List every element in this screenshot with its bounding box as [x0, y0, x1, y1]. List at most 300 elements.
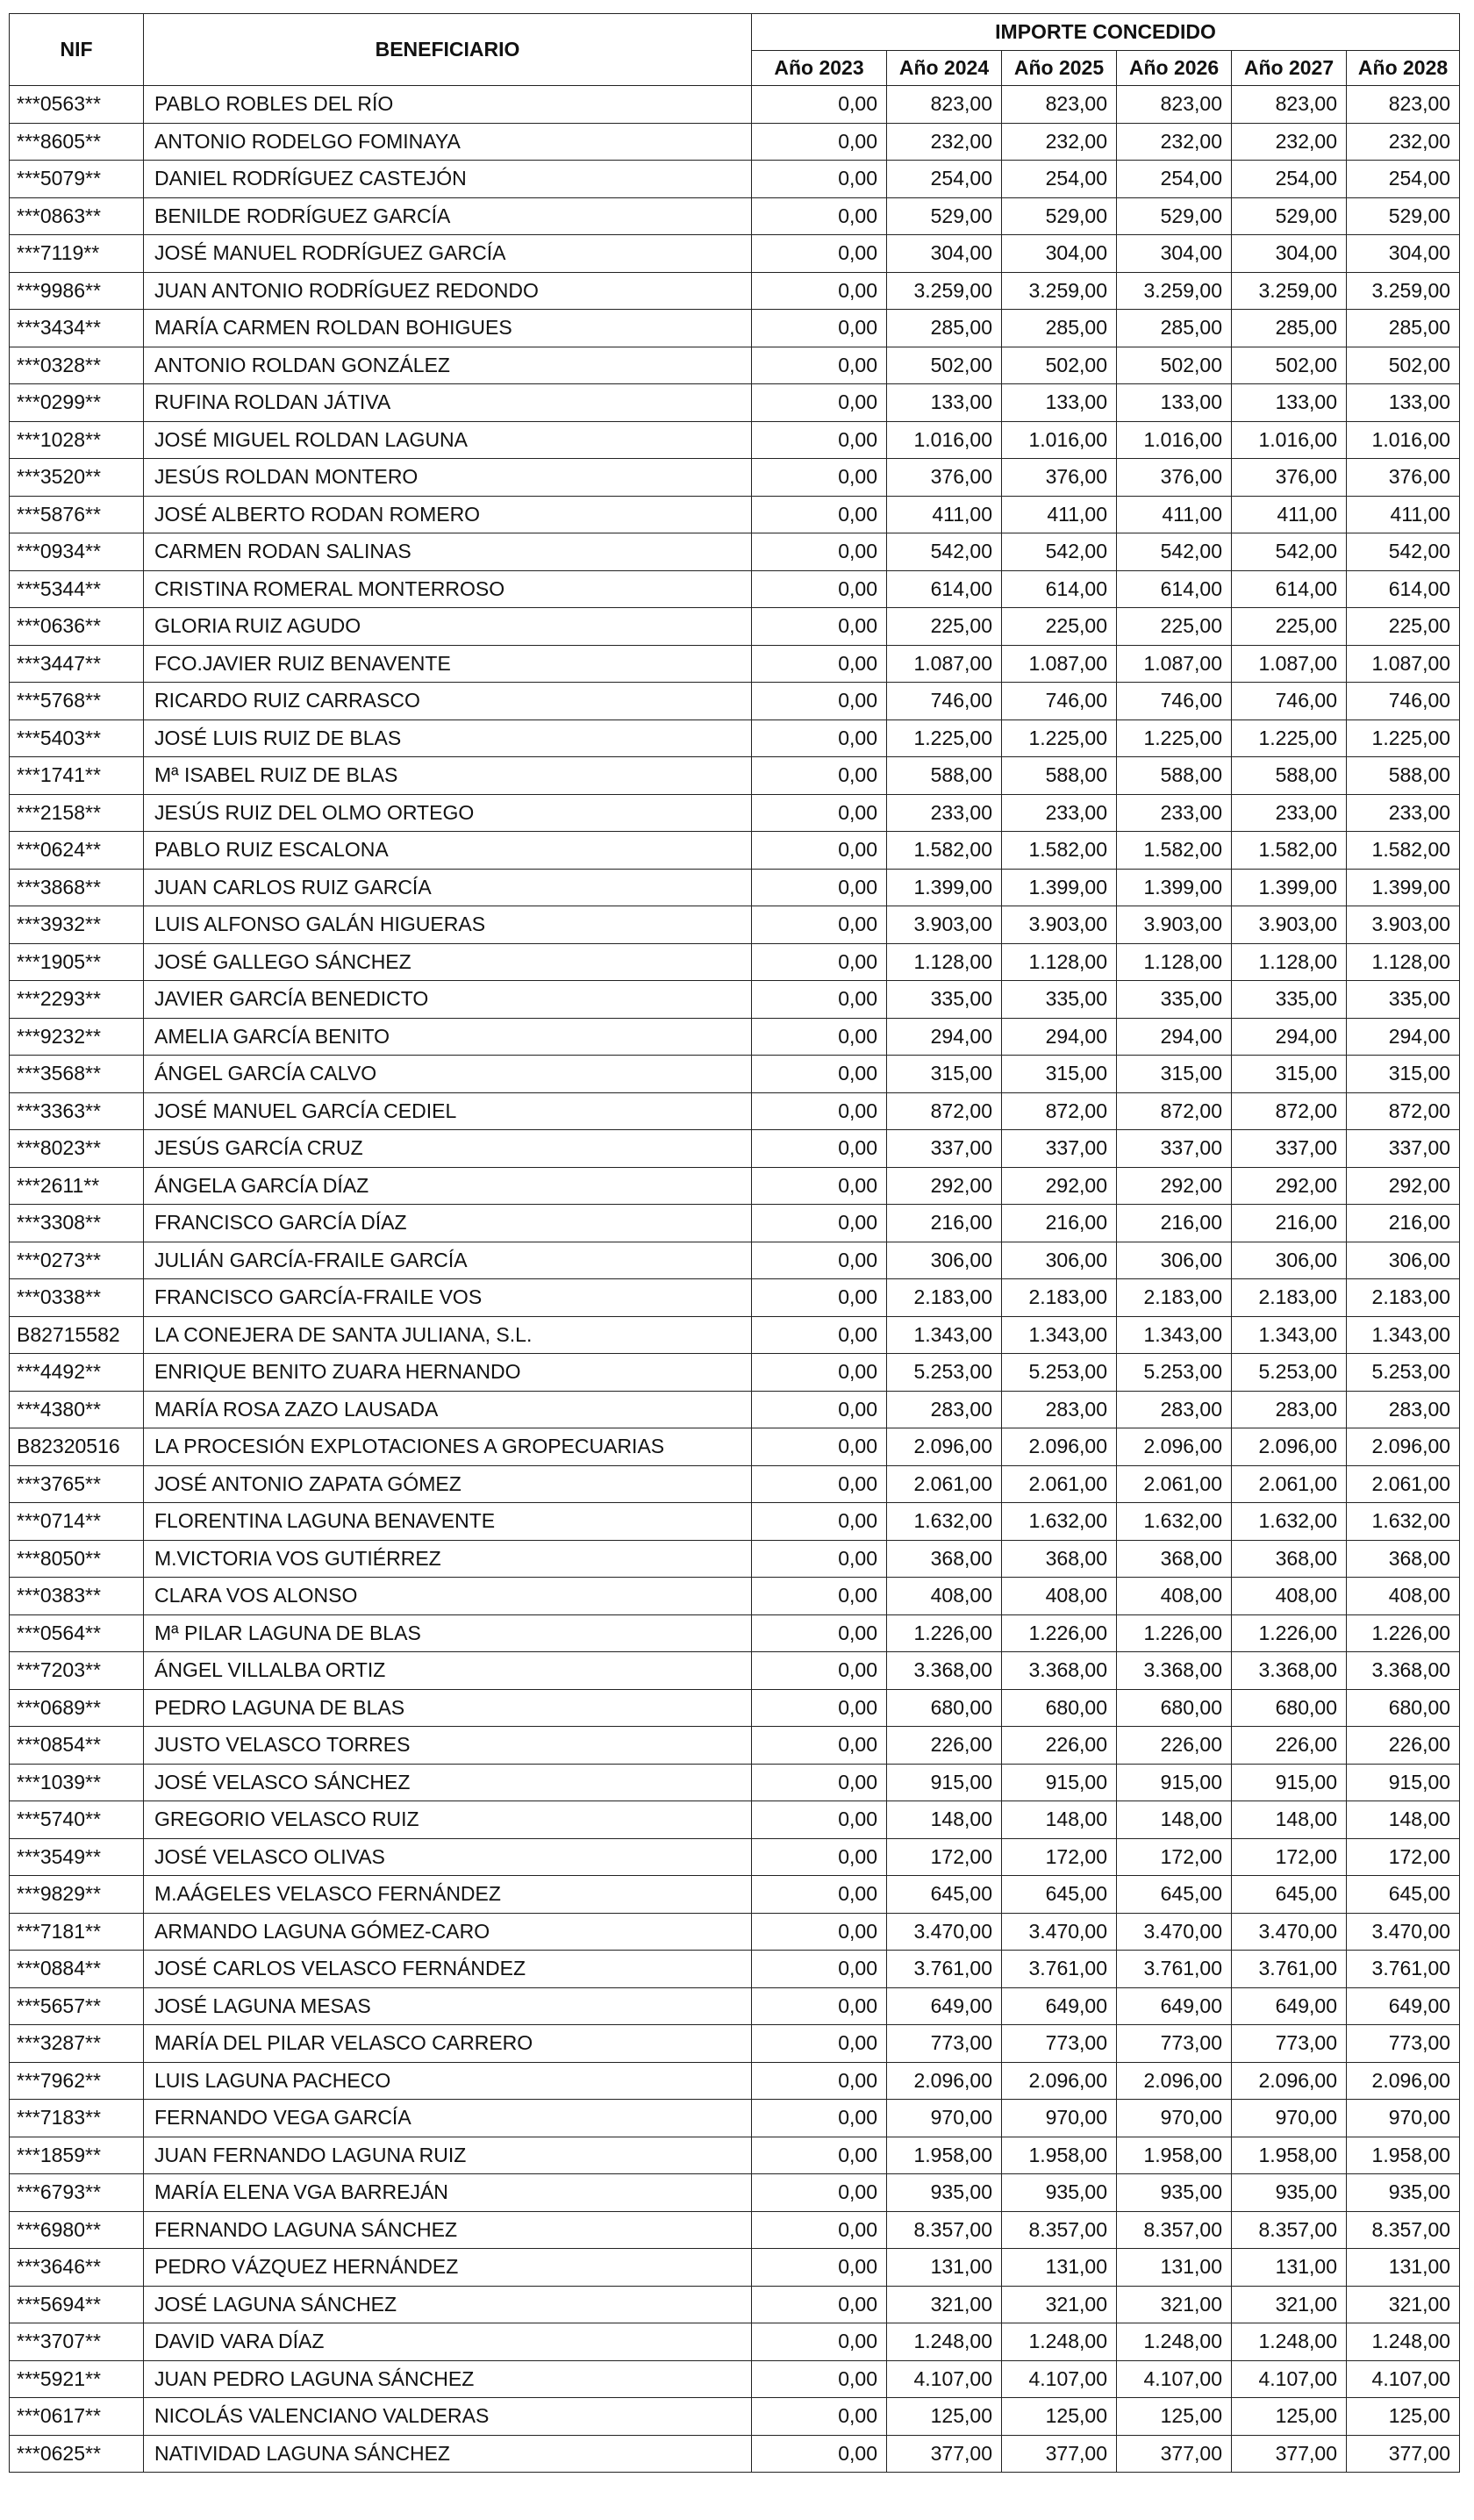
amount-2027-cell: 542,00: [1232, 533, 1347, 571]
beneficiary-cell: JUAN FERNANDO LAGUNA RUIZ: [144, 2137, 752, 2174]
amount-2027-cell: 915,00: [1232, 1764, 1347, 1801]
amount-2027-cell: 8.357,00: [1232, 2211, 1347, 2249]
amount-2024-cell: 5.253,00: [887, 1354, 1002, 1392]
amount-2024-cell: 225,00: [887, 608, 1002, 646]
nif-cell: ***5876**: [10, 496, 144, 533]
amount-2023-cell: 0,00: [752, 384, 887, 422]
amount-2023-cell: 0,00: [752, 608, 887, 646]
amount-2023-cell: 0,00: [752, 310, 887, 347]
amount-2028-cell: 872,00: [1347, 1092, 1460, 1130]
beneficiary-cell: JOSÉ CARLOS VELASCO FERNÁNDEZ: [144, 1951, 752, 1988]
amount-2028-cell: 294,00: [1347, 1018, 1460, 1056]
table-row: [10, 719, 1460, 757]
amount-2025-cell: 935,00: [1002, 2174, 1117, 2212]
amount-2028-cell: 1.582,00: [1347, 832, 1460, 870]
amount-2024-cell: 588,00: [887, 757, 1002, 795]
amount-2027-cell: 3.259,00: [1232, 272, 1347, 310]
nif-cell: ***0624**: [10, 832, 144, 870]
amount-2028-cell: 321,00: [1347, 2286, 1460, 2323]
nif-cell: ***4380**: [10, 1391, 144, 1428]
amount-2027-cell: 411,00: [1232, 496, 1347, 533]
amount-2024-cell: 1.225,00: [887, 719, 1002, 757]
amount-2025-cell: 1.248,00: [1002, 2323, 1117, 2361]
table-row: [10, 1205, 1460, 1242]
amount-2023-cell: 0,00: [752, 2100, 887, 2137]
amount-2027-cell: 292,00: [1232, 1167, 1347, 1205]
amount-2024-cell: 2.096,00: [887, 2062, 1002, 2100]
nif-cell: ***8605**: [10, 123, 144, 161]
amount-2025-cell: 368,00: [1002, 1540, 1117, 1578]
header-year-2023: Año 2023: [752, 51, 887, 86]
amount-2026-cell: 216,00: [1117, 1205, 1232, 1242]
amount-2023-cell: 0,00: [752, 123, 887, 161]
amount-2024-cell: 3.470,00: [887, 1913, 1002, 1951]
amount-2026-cell: 2.096,00: [1117, 2062, 1232, 2100]
amount-2025-cell: 823,00: [1002, 86, 1117, 124]
beneficiary-cell: JESÚS ROLDAN MONTERO: [144, 459, 752, 497]
amount-2024-cell: 680,00: [887, 1689, 1002, 1727]
amount-2025-cell: 2.096,00: [1002, 1428, 1117, 1466]
header-year-2026: Año 2026: [1117, 51, 1232, 86]
amount-2028-cell: 283,00: [1347, 1391, 1460, 1428]
amount-2024-cell: 408,00: [887, 1578, 1002, 1615]
table-row: [10, 1130, 1460, 1168]
table-row: [10, 1279, 1460, 1317]
amount-2024-cell: 368,00: [887, 1540, 1002, 1578]
amount-2028-cell: 315,00: [1347, 1056, 1460, 1093]
amount-2028-cell: 225,00: [1347, 608, 1460, 646]
amount-2027-cell: 3.368,00: [1232, 1652, 1347, 1690]
table-row: [10, 1689, 1460, 1727]
table-row: [10, 2211, 1460, 2249]
header-year-2025: Año 2025: [1002, 51, 1117, 86]
nif-cell: ***3363**: [10, 1092, 144, 1130]
amount-2024-cell: 377,00: [887, 2435, 1002, 2473]
amount-2027-cell: 233,00: [1232, 794, 1347, 832]
amount-2023-cell: 0,00: [752, 197, 887, 235]
amount-2023-cell: 0,00: [752, 1540, 887, 1578]
amount-2026-cell: 1.128,00: [1117, 943, 1232, 981]
beneficiary-cell: JUAN PEDRO LAGUNA SÁNCHEZ: [144, 2360, 752, 2398]
amount-2024-cell: 1.016,00: [887, 421, 1002, 459]
nif-cell: ***0299**: [10, 384, 144, 422]
amount-2028-cell: 148,00: [1347, 1801, 1460, 1839]
amount-2023-cell: 0,00: [752, 1428, 887, 1466]
amount-2024-cell: 254,00: [887, 161, 1002, 198]
table-row: [10, 1913, 1460, 1951]
table-row: [10, 533, 1460, 571]
beneficiary-cell: PEDRO LAGUNA DE BLAS: [144, 1689, 752, 1727]
amount-2025-cell: 306,00: [1002, 1242, 1117, 1279]
amount-2026-cell: 148,00: [1117, 1801, 1232, 1839]
table-row: [10, 1316, 1460, 1354]
table-row: [10, 123, 1460, 161]
table-row: [10, 683, 1460, 720]
table-row: [10, 1465, 1460, 1503]
nif-cell: ***3549**: [10, 1838, 144, 1876]
amount-2026-cell: 337,00: [1117, 1130, 1232, 1168]
amount-2026-cell: 172,00: [1117, 1838, 1232, 1876]
nif-cell: ***1039**: [10, 1764, 144, 1801]
amount-2023-cell: 0,00: [752, 1951, 887, 1988]
amount-2027-cell: 5.253,00: [1232, 1354, 1347, 1392]
amount-2026-cell: 773,00: [1117, 2025, 1232, 2063]
amount-2028-cell: 915,00: [1347, 1764, 1460, 1801]
amount-2026-cell: 970,00: [1117, 2100, 1232, 2137]
amount-2024-cell: 2.183,00: [887, 1279, 1002, 1317]
amount-2027-cell: 148,00: [1232, 1801, 1347, 1839]
amount-2027-cell: 133,00: [1232, 384, 1347, 422]
amount-2028-cell: 645,00: [1347, 1876, 1460, 1914]
amount-2028-cell: 3.368,00: [1347, 1652, 1460, 1690]
table-row: [10, 459, 1460, 497]
amount-2028-cell: 233,00: [1347, 794, 1460, 832]
amount-2023-cell: 0,00: [752, 943, 887, 981]
amount-2028-cell: 773,00: [1347, 2025, 1460, 2063]
amount-2024-cell: 216,00: [887, 1205, 1002, 1242]
table-row: [10, 570, 1460, 608]
amount-2025-cell: 1.632,00: [1002, 1503, 1117, 1541]
amount-2023-cell: 0,00: [752, 1652, 887, 1690]
amount-2026-cell: 1.248,00: [1117, 2323, 1232, 2361]
table-row: [10, 1540, 1460, 1578]
amount-2028-cell: 226,00: [1347, 1727, 1460, 1765]
beneficiary-cell: CLARA VOS ALONSO: [144, 1578, 752, 1615]
beneficiary-cell: GREGORIO VELASCO RUIZ: [144, 1801, 752, 1839]
amount-2025-cell: 529,00: [1002, 197, 1117, 235]
amount-2025-cell: 5.253,00: [1002, 1354, 1117, 1392]
amount-2026-cell: 3.368,00: [1117, 1652, 1232, 1690]
amount-2025-cell: 315,00: [1002, 1056, 1117, 1093]
nif-cell: ***6980**: [10, 2211, 144, 2249]
amount-2028-cell: 542,00: [1347, 533, 1460, 571]
amount-2024-cell: 2.096,00: [887, 1428, 1002, 1466]
amount-2027-cell: 970,00: [1232, 2100, 1347, 2137]
amount-2027-cell: 872,00: [1232, 1092, 1347, 1130]
amount-2028-cell: 1.958,00: [1347, 2137, 1460, 2174]
amount-2024-cell: 529,00: [887, 197, 1002, 235]
nif-cell: B82320516: [10, 1428, 144, 1466]
amount-2025-cell: 3.259,00: [1002, 272, 1117, 310]
amount-2026-cell: 3.470,00: [1117, 1913, 1232, 1951]
amount-2026-cell: 649,00: [1117, 1987, 1232, 2025]
amount-2028-cell: 2.096,00: [1347, 2062, 1460, 2100]
beneficiary-cell: JOSÉ ALBERTO RODAN ROMERO: [144, 496, 752, 533]
table-row: [10, 272, 1460, 310]
amount-2023-cell: 0,00: [752, 869, 887, 906]
amount-2027-cell: 3.470,00: [1232, 1913, 1347, 1951]
amount-2027-cell: 649,00: [1232, 1987, 1347, 2025]
amount-2023-cell: 0,00: [752, 2025, 887, 2063]
amount-2025-cell: 285,00: [1002, 310, 1117, 347]
amount-2023-cell: 0,00: [752, 272, 887, 310]
amount-2026-cell: 915,00: [1117, 1764, 1232, 1801]
beneficiary-cell: Mª PILAR LAGUNA DE BLAS: [144, 1614, 752, 1652]
beneficiary-cell: JAVIER GARCÍA BENEDICTO: [144, 981, 752, 1019]
table-row: [10, 757, 1460, 795]
amount-2027-cell: 588,00: [1232, 757, 1347, 795]
table-row: [10, 2323, 1460, 2361]
beneficiary-cell: JULIÁN GARCÍA-FRAILE GARCÍA: [144, 1242, 752, 1279]
beneficiary-cell: JUAN CARLOS RUIZ GARCÍA: [144, 869, 752, 906]
nif-cell: ***2611**: [10, 1167, 144, 1205]
amount-2028-cell: 368,00: [1347, 1540, 1460, 1578]
nif-cell: ***0714**: [10, 1503, 144, 1541]
amount-2024-cell: 1.248,00: [887, 2323, 1002, 2361]
beneficiary-cell: LA CONEJERA DE SANTA JULIANA, S.L.: [144, 1316, 752, 1354]
amount-2027-cell: 2.096,00: [1232, 1428, 1347, 1466]
amount-2024-cell: 1.958,00: [887, 2137, 1002, 2174]
amount-2026-cell: 1.225,00: [1117, 719, 1232, 757]
amount-2026-cell: 8.357,00: [1117, 2211, 1232, 2249]
beneficiary-cell: FERNANDO LAGUNA SÁNCHEZ: [144, 2211, 752, 2249]
amount-2028-cell: 3.903,00: [1347, 906, 1460, 944]
amount-2027-cell: 1.248,00: [1232, 2323, 1347, 2361]
beneficiary-cell: JUAN ANTONIO RODRÍGUEZ REDONDO: [144, 272, 752, 310]
amount-2026-cell: 1.087,00: [1117, 645, 1232, 683]
amount-2025-cell: 649,00: [1002, 1987, 1117, 2025]
amount-2026-cell: 292,00: [1117, 1167, 1232, 1205]
table-row: [10, 1578, 1460, 1615]
beneficiary-cell: ÁNGELA GARCÍA DÍAZ: [144, 1167, 752, 1205]
amount-2028-cell: 172,00: [1347, 1838, 1460, 1876]
amount-2028-cell: 285,00: [1347, 310, 1460, 347]
nif-cell: ***5694**: [10, 2286, 144, 2323]
amount-2027-cell: 746,00: [1232, 683, 1347, 720]
amount-2028-cell: 216,00: [1347, 1205, 1460, 1242]
amount-2024-cell: 872,00: [887, 1092, 1002, 1130]
grants-table: [9, 13, 1460, 2473]
amount-2025-cell: 226,00: [1002, 1727, 1117, 1765]
amount-2023-cell: 0,00: [752, 1354, 887, 1392]
amount-2025-cell: 321,00: [1002, 2286, 1117, 2323]
amount-2025-cell: 283,00: [1002, 1391, 1117, 1428]
amount-2027-cell: 337,00: [1232, 1130, 1347, 1168]
amount-2024-cell: 4.107,00: [887, 2360, 1002, 2398]
amount-2027-cell: 226,00: [1232, 1727, 1347, 1765]
nif-cell: ***0636**: [10, 608, 144, 646]
amount-2027-cell: 3.761,00: [1232, 1951, 1347, 1988]
amount-2024-cell: 3.259,00: [887, 272, 1002, 310]
amount-2023-cell: 0,00: [752, 1465, 887, 1503]
amount-2023-cell: 0,00: [752, 1913, 887, 1951]
amount-2023-cell: 0,00: [752, 1316, 887, 1354]
table-row: [10, 1354, 1460, 1392]
table-row: [10, 1428, 1460, 1466]
table-row: [10, 1801, 1460, 1839]
amount-2023-cell: 0,00: [752, 1391, 887, 1428]
amount-2025-cell: 773,00: [1002, 2025, 1117, 2063]
amount-2024-cell: 131,00: [887, 2249, 1002, 2287]
nif-cell: ***3932**: [10, 906, 144, 944]
amount-2023-cell: 0,00: [752, 86, 887, 124]
amount-2028-cell: 8.357,00: [1347, 2211, 1460, 2249]
amount-2024-cell: 411,00: [887, 496, 1002, 533]
amount-2024-cell: 232,00: [887, 123, 1002, 161]
amount-2024-cell: 3.368,00: [887, 1652, 1002, 1690]
amount-2027-cell: 935,00: [1232, 2174, 1347, 2212]
amount-2028-cell: 529,00: [1347, 197, 1460, 235]
amount-2026-cell: 411,00: [1117, 496, 1232, 533]
amount-2024-cell: 315,00: [887, 1056, 1002, 1093]
nif-cell: ***0884**: [10, 1951, 144, 1988]
amount-2027-cell: 408,00: [1232, 1578, 1347, 1615]
amount-2025-cell: 225,00: [1002, 608, 1117, 646]
amount-2027-cell: 680,00: [1232, 1689, 1347, 1727]
amount-2027-cell: 1.582,00: [1232, 832, 1347, 870]
nif-cell: ***8050**: [10, 1540, 144, 1578]
amount-2023-cell: 0,00: [752, 161, 887, 198]
beneficiary-cell: MARÍA DEL PILAR VELASCO CARRERO: [144, 2025, 752, 2063]
amount-2023-cell: 0,00: [752, 235, 887, 273]
amount-2023-cell: 0,00: [752, 1838, 887, 1876]
amount-2027-cell: 225,00: [1232, 608, 1347, 646]
amount-2024-cell: 1.399,00: [887, 869, 1002, 906]
amount-2028-cell: 408,00: [1347, 1578, 1460, 1615]
beneficiary-cell: JOSÉ MANUEL RODRÍGUEZ GARCÍA: [144, 235, 752, 273]
amount-2026-cell: 232,00: [1117, 123, 1232, 161]
amount-2026-cell: 3.259,00: [1117, 272, 1232, 310]
beneficiary-cell: GLORIA RUIZ AGUDO: [144, 608, 752, 646]
beneficiary-cell: RUFINA ROLDAN JÁTIVA: [144, 384, 752, 422]
amount-2028-cell: 1.016,00: [1347, 421, 1460, 459]
amount-2025-cell: 304,00: [1002, 235, 1117, 273]
table-row: [10, 1727, 1460, 1765]
beneficiary-cell: JOSÉ LAGUNA MESAS: [144, 1987, 752, 2025]
amount-2028-cell: 1.128,00: [1347, 943, 1460, 981]
beneficiary-cell: ANTONIO ROLDAN GONZÁLEZ: [144, 347, 752, 384]
nif-cell: ***1905**: [10, 943, 144, 981]
amount-2027-cell: 1.016,00: [1232, 421, 1347, 459]
beneficiary-cell: JESÚS RUIZ DEL OLMO ORTEGO: [144, 794, 752, 832]
beneficiary-cell: MARÍA ELENA VGA BARREJÁN: [144, 2174, 752, 2212]
amount-2027-cell: 377,00: [1232, 2435, 1347, 2473]
amount-2028-cell: 2.183,00: [1347, 1279, 1460, 1317]
amount-2024-cell: 1.128,00: [887, 943, 1002, 981]
amount-2025-cell: 1.958,00: [1002, 2137, 1117, 2174]
table-row: [10, 1876, 1460, 1914]
amount-2027-cell: 502,00: [1232, 347, 1347, 384]
beneficiary-cell: JOSÉ MANUEL GARCÍA CEDIEL: [144, 1092, 752, 1130]
table-row: [10, 2435, 1460, 2473]
amount-2024-cell: 970,00: [887, 2100, 1002, 2137]
amount-2025-cell: 1.343,00: [1002, 1316, 1117, 1354]
amount-2023-cell: 0,00: [752, 645, 887, 683]
beneficiary-cell: PEDRO VÁZQUEZ HERNÁNDEZ: [144, 2249, 752, 2287]
amount-2026-cell: 408,00: [1117, 1578, 1232, 1615]
amount-2027-cell: 315,00: [1232, 1056, 1347, 1093]
amount-2023-cell: 0,00: [752, 1727, 887, 1765]
table-row: [10, 645, 1460, 683]
table-row: [10, 1503, 1460, 1541]
nif-cell: ***7203**: [10, 1652, 144, 1690]
amount-2028-cell: 970,00: [1347, 2100, 1460, 2137]
nif-cell: ***2158**: [10, 794, 144, 832]
table-row: [10, 384, 1460, 422]
amount-2023-cell: 0,00: [752, 757, 887, 795]
amount-2026-cell: 226,00: [1117, 1727, 1232, 1765]
amount-2028-cell: 4.107,00: [1347, 2360, 1460, 2398]
amount-2026-cell: 233,00: [1117, 794, 1232, 832]
beneficiary-cell: RICARDO RUIZ CARRASCO: [144, 683, 752, 720]
table-row: [10, 869, 1460, 906]
table-row: [10, 310, 1460, 347]
table-row: [10, 906, 1460, 944]
table-row: [10, 1764, 1460, 1801]
amount-2025-cell: 3.761,00: [1002, 1951, 1117, 1988]
amount-2027-cell: 2.183,00: [1232, 1279, 1347, 1317]
amount-2026-cell: 131,00: [1117, 2249, 1232, 2287]
amount-2024-cell: 376,00: [887, 459, 1002, 497]
amount-2025-cell: 172,00: [1002, 1838, 1117, 1876]
amount-2023-cell: 0,00: [752, 1689, 887, 1727]
amount-2026-cell: 614,00: [1117, 570, 1232, 608]
beneficiary-cell: JOSÉ VELASCO OLIVAS: [144, 1838, 752, 1876]
amount-2024-cell: 1.632,00: [887, 1503, 1002, 1541]
amount-2023-cell: 0,00: [752, 794, 887, 832]
amount-2027-cell: 823,00: [1232, 86, 1347, 124]
amount-2027-cell: 614,00: [1232, 570, 1347, 608]
table-row: [10, 1092, 1460, 1130]
amount-2025-cell: 335,00: [1002, 981, 1117, 1019]
amount-2026-cell: 294,00: [1117, 1018, 1232, 1056]
amount-2026-cell: 3.903,00: [1117, 906, 1232, 944]
amount-2024-cell: 321,00: [887, 2286, 1002, 2323]
nif-cell: ***3707**: [10, 2323, 144, 2361]
amount-2025-cell: 502,00: [1002, 347, 1117, 384]
nif-cell: ***6793**: [10, 2174, 144, 2212]
amount-2023-cell: 0,00: [752, 2249, 887, 2287]
amount-2027-cell: 254,00: [1232, 161, 1347, 198]
amount-2028-cell: 337,00: [1347, 1130, 1460, 1168]
amount-2025-cell: 233,00: [1002, 794, 1117, 832]
amount-2024-cell: 773,00: [887, 2025, 1002, 2063]
amount-2027-cell: 285,00: [1232, 310, 1347, 347]
amount-2027-cell: 529,00: [1232, 197, 1347, 235]
amount-2023-cell: 0,00: [752, 2137, 887, 2174]
amount-2028-cell: 304,00: [1347, 235, 1460, 273]
nif-cell: ***0383**: [10, 1578, 144, 1615]
amount-2025-cell: 1.016,00: [1002, 421, 1117, 459]
amount-2027-cell: 125,00: [1232, 2398, 1347, 2436]
amount-2027-cell: 283,00: [1232, 1391, 1347, 1428]
beneficiary-cell: LUIS ALFONSO GALÁN HIGUERAS: [144, 906, 752, 944]
table-row: [10, 161, 1460, 198]
nif-cell: ***5921**: [10, 2360, 144, 2398]
amount-2024-cell: 294,00: [887, 1018, 1002, 1056]
amount-2028-cell: 823,00: [1347, 86, 1460, 124]
table-row: [10, 2100, 1460, 2137]
beneficiary-cell: MARÍA ROSA ZAZO LAUSADA: [144, 1391, 752, 1428]
amount-2026-cell: 2.061,00: [1117, 1465, 1232, 1503]
amount-2023-cell: 0,00: [752, 1503, 887, 1541]
amount-2025-cell: 1.087,00: [1002, 645, 1117, 683]
amount-2024-cell: 3.761,00: [887, 1951, 1002, 1988]
amount-2023-cell: 0,00: [752, 683, 887, 720]
header-year-2024: Año 2024: [887, 51, 1002, 86]
amount-2023-cell: 0,00: [752, 570, 887, 608]
amount-2024-cell: 335,00: [887, 981, 1002, 1019]
amount-2025-cell: 1.582,00: [1002, 832, 1117, 870]
amount-2026-cell: 133,00: [1117, 384, 1232, 422]
amount-2026-cell: 368,00: [1117, 1540, 1232, 1578]
amount-2023-cell: 0,00: [752, 347, 887, 384]
amount-2027-cell: 172,00: [1232, 1838, 1347, 1876]
amount-2023-cell: 0,00: [752, 421, 887, 459]
amount-2024-cell: 292,00: [887, 1167, 1002, 1205]
amount-2027-cell: 321,00: [1232, 2286, 1347, 2323]
amount-2023-cell: 0,00: [752, 1205, 887, 1242]
